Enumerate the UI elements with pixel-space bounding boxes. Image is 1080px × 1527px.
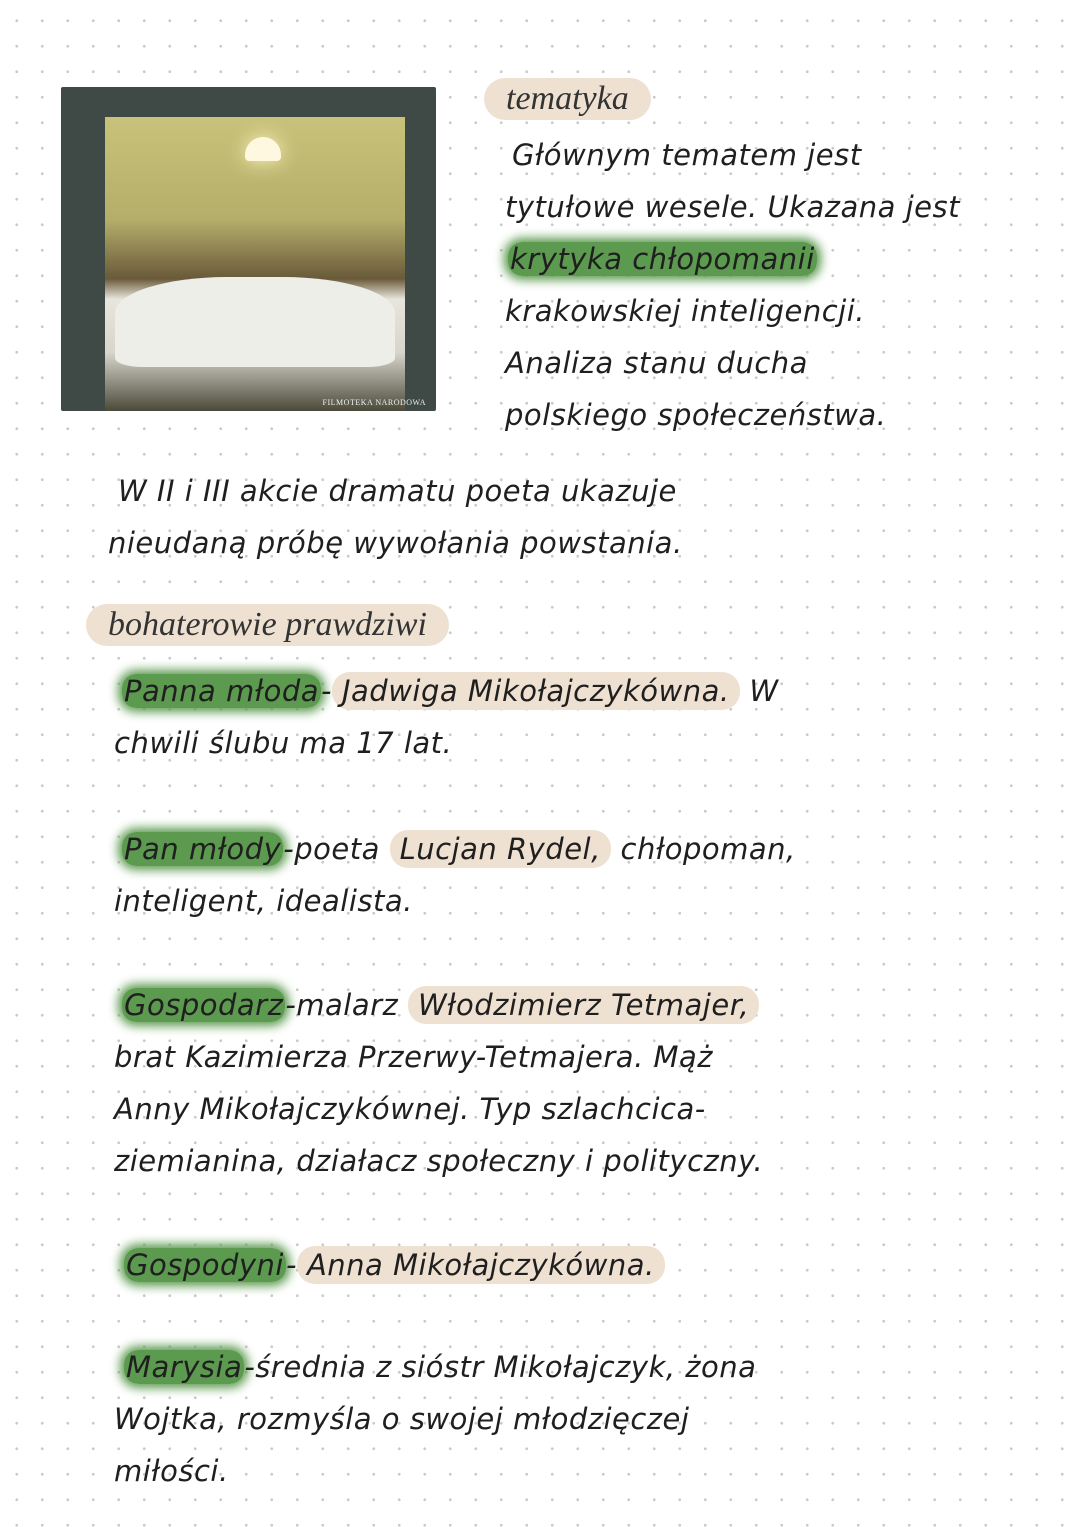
character-role: Marysia [126,1350,243,1384]
character-entry [124,1350,756,1384]
highlight-green: krytyka chłopomanii [510,242,815,276]
text-line: Głównym tematem jest [512,138,862,172]
character-role: Panna młoda [124,674,320,708]
text-line: krakowskiej inteligencji. [505,294,865,328]
text-line: polskiego społeczeństwa. [505,398,887,432]
text-line: inteligent, idealista. [114,884,413,918]
separator: - [285,1248,297,1282]
section-label-tematyka: tematyka [484,78,651,120]
text-line [508,242,817,276]
character-role: Gospodyni [126,1248,284,1282]
text: chłopoman, [610,832,796,866]
character-role: Pan młody [124,832,282,866]
text-line: miłości. [114,1454,229,1488]
text-line: Wojtka, rozmyśla o swojej młodzięczej [114,1402,690,1436]
separator: -poeta [283,832,390,866]
section-label-bohaterowie: bohaterowie prawdziwi [86,604,449,646]
text-line: chwili ślubu ma 17 lat. [114,726,453,760]
character-entry [124,1248,665,1282]
text-line: brat Kazimierza Przerwy-Tetmajera. Mąż [114,1040,714,1074]
text-line: ziemianina, działacz społeczny i polityczny. [114,1144,764,1178]
character-entry [122,674,779,708]
text-line: Anny Mikołajczykównej. Typ szlachcica- [114,1092,706,1126]
character-entry [122,988,759,1022]
separator: -średnia z sióstr Mikołajczyk, żona [244,1350,757,1384]
text-line: tytułowe wesele. Ukazana jest [505,190,961,224]
wesele-film-still [61,87,436,411]
character-name: Lucjan Rydel, [390,830,611,868]
character-name: Jadwiga Mikołajczykówna. [332,672,740,710]
separator: -malarz [285,988,408,1022]
character-role: Gospodarz [124,988,284,1022]
character-entry [122,832,796,866]
text: W [739,674,779,708]
watermark: FILMOTEKA NARODOWA [322,398,426,407]
text-line: W II i III akcie dramatu poeta ukazuje [118,474,677,508]
text-line: Analiza stanu ducha [505,346,808,380]
separator: - [321,674,332,708]
character-name: Anna Mikołajczykówna. [297,1246,665,1284]
character-name: Włodzimierz Tetmajer, [408,986,759,1024]
text-line: nieudaną próbę wywołania powstania. [108,526,683,560]
